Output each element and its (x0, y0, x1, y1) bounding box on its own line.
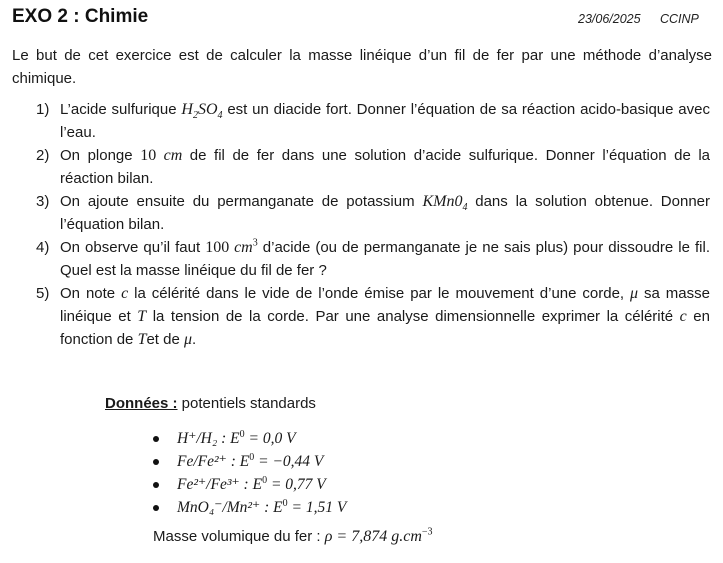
question-1 (36, 98, 710, 144)
redox-couple: MnO₄⁻/Mn²⁺ (177, 499, 261, 516)
question-2 (36, 144, 710, 190)
symbol-t: T (137, 308, 147, 325)
question-text: On note (60, 285, 122, 302)
question-text: . (192, 331, 197, 348)
potential-value: 0,77 (285, 476, 313, 493)
question-text: en fonction de (60, 308, 710, 348)
potential-value: −0,44 (272, 453, 311, 470)
question-text: et de (146, 331, 184, 348)
formula-kmno4: $KMn0_4$ (422, 193, 468, 214)
potential-list (153, 427, 346, 519)
question-text: L’acide sulfurique (60, 101, 182, 118)
potential-item: Fe²⁺/Fe³⁺ : $E^0 = 0,77$ V (153, 473, 346, 496)
question-5 (36, 282, 710, 351)
question-text: de fil de fer dans une solution d’acide sulfurique. Donner l’équation de la réaction bilan. (60, 147, 711, 187)
symbol-c: c (121, 285, 129, 302)
volume-value: 100 $cm^3$ (205, 237, 258, 256)
density-line: Masse volumique du fer : ρ = 7,874 $g.cm^{-3}$ (153, 526, 433, 545)
question-number: 3) (36, 193, 50, 210)
formula-h2so4: $H_2SO_4$ (181, 101, 223, 122)
data-section (105, 395, 316, 412)
question-text: On observe qu’il faut (60, 239, 206, 256)
question-text: On plonge (60, 147, 141, 164)
potential-item: MnO₄⁻/Mn²⁺ : $E^0 = 1,51$ V (153, 496, 346, 519)
potential-item: Fe/Fe²⁺ : $E^0 = -0,44$ V (153, 450, 346, 473)
density-value: 7,874 (351, 528, 388, 545)
question-text: d’acide (ou de permanganate je ne sais plus) pour dissoudre le fil. Quel est la masse linéique du fil de fer ? (60, 239, 711, 279)
question-text: la tension de la corde. Par une analyse dimensionnelle exprimer la célérité (146, 308, 680, 325)
symbol-t: T (137, 331, 147, 348)
data-subtitle: potentiels standards (177, 395, 316, 412)
question-text: est un diacide fort. Donner l’équation de sa réaction acido-basique avec l’eau. (60, 101, 710, 141)
potential-unit: V (336, 499, 347, 516)
bullet-icon (153, 505, 159, 511)
potential-unit: V (313, 453, 324, 470)
redox-couple: Fe/Fe²⁺ (177, 453, 227, 470)
exam-name: CCINP (660, 12, 699, 26)
length-value: 10 cm (140, 147, 183, 164)
question-text: sa masse linéique et (60, 285, 710, 325)
question-number: 4) (36, 239, 50, 256)
header (0, 6, 723, 32)
question-text: On ajoute ensuite du permanganate de potassium (60, 193, 423, 210)
question-text: dans la solution obtenue. Donner l’équation bilan. (60, 193, 710, 233)
question-text: la célérité dans le vide de l’onde émise par le mouvement d’une corde, (128, 285, 631, 302)
potential-unit: V (286, 430, 296, 447)
exercise-title: EXO 2 : Chimie (12, 6, 149, 27)
bullet-icon (153, 482, 159, 488)
bullet-icon (153, 459, 159, 465)
symbol-mu: μ (184, 331, 193, 348)
symbol-c: c (679, 308, 687, 325)
question-number: 5) (36, 285, 50, 302)
question-3 (36, 190, 710, 236)
question-number: 1) (36, 101, 50, 118)
date: 23/06/2025 (578, 12, 641, 26)
potential-unit: V (316, 476, 326, 493)
data-title: Données : (105, 395, 178, 412)
symbol-mu: μ (630, 285, 639, 302)
redox-couple: Fe²⁺/Fe³⁺ (177, 476, 240, 493)
question-list (36, 98, 710, 351)
potential-value: 1,51 (305, 499, 333, 516)
potential-item: H⁺/H₂ : $E^0 = 0,0$ V (153, 427, 346, 450)
redox-couple: H⁺/H₂ (177, 430, 218, 447)
question-number: 2) (36, 147, 50, 164)
intro-paragraph: Le but de cet exercice est de calculer la masse linéique d’un fil de fer par une méthode d’analyse chimique. (12, 47, 712, 87)
density-label: Masse volumique du fer : (153, 528, 325, 545)
bullet-icon (153, 436, 159, 442)
potential-value: 0,0 (262, 430, 283, 447)
question-4 (36, 236, 710, 282)
